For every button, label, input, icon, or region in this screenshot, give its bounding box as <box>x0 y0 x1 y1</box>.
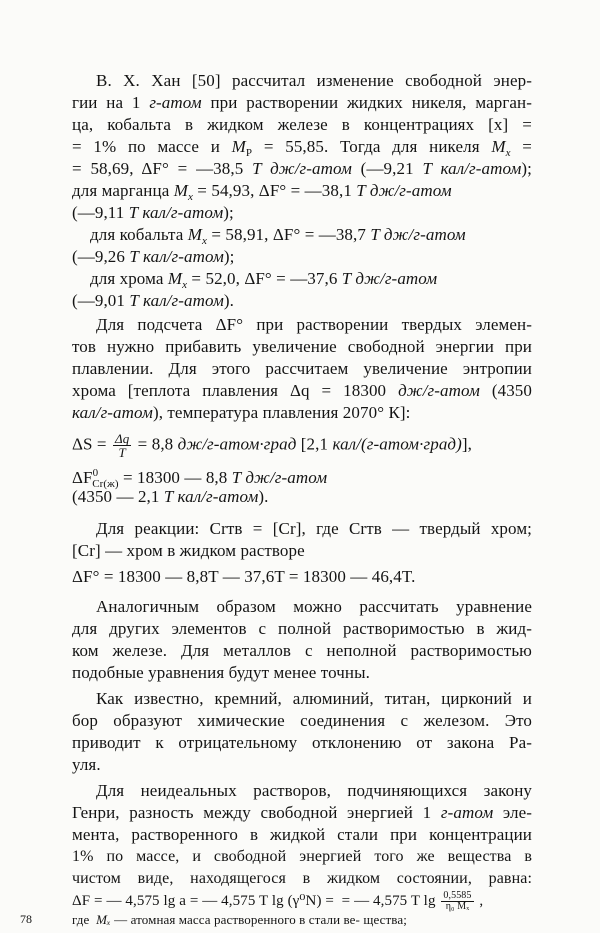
formula-reaction: ΔF° = 18300 — 8,8T — 37,6T = 18300 — 46,4T. <box>72 567 416 586</box>
text-line: тов нужно прибавить увеличение свободной энергии при <box>72 337 532 356</box>
text-line: плавлении. Для этого рассчитаем увеличение энтропии <box>72 359 532 378</box>
text-line: для хрома $M_x = 52,0$, ΔF° = —37,6 T дж/г-атом <box>90 269 438 291</box>
text-line: = 58,69, ΔF° = —38,5 T дж/г-атом (—9,21 T кал/г-атом); <box>72 159 533 178</box>
text-line: Для неидеальных растворов, подчиняющихся закону <box>96 781 532 800</box>
text-line: уля. <box>72 755 101 774</box>
text-line: кал/г-атом), температура плавления 2070° К]: <box>72 403 411 422</box>
text-line: ца, кобальта в жидком железе в концентрациях [x] = <box>72 115 532 134</box>
text-line: В. Х. Хан [50] рассчитал изменение свободной энер- <box>96 71 532 90</box>
text-line: для других элементов с полной растворимостью в жид- <box>72 619 532 638</box>
text-line: гии на 1 г-атом при растворении жидких никеля, марган- <box>72 93 532 112</box>
text-line: = 1% по массе и $M_Р = 55,85$. Тогда для никеля $M_x$ = <box>72 137 532 159</box>
text-line: Как известно, кремний, алюминий, титан, цирконий и <box>96 689 532 708</box>
fraction: $\frac{0,5585}{\text{η₀ Mₓ}}$ <box>443 890 472 912</box>
page-number: 78 <box>20 912 32 926</box>
text-line: для марганца $M_x = 54,93$, ΔF° = —38,1 T дж/г-атом <box>72 181 452 203</box>
formula-entropy: ΔS = $\frac{\Delta q}{T}$ = 8,8 дж/г-атом·град [2,1 кал/(г-атом·град)], <box>72 431 473 460</box>
text-line: (—9,01 T кал/г-атом). <box>72 291 235 310</box>
text-line: 1% по массе, и свободной энергией того же вещества в <box>72 848 532 865</box>
text-line: ком железе. Для металлов с неполной растворимостью <box>72 641 532 660</box>
text-line: (—9,11 T кал/г-атом); <box>72 203 234 222</box>
formula-henry: ΔF = — 4,575 lg a = — 4,575 T lg (γ⁰N) = = — 4,575 T lg $\frac{0,5585}{\text{η₀ Mₓ}}$ , <box>72 890 484 912</box>
text-line: (—9,26 T кал/г-атом); <box>72 247 235 266</box>
formula-free-energy-cr-cal: (4350 — 2,1 T кал/г-атом). <box>72 487 269 506</box>
text-line: Генри, разность между свободной энергией 1 г-атом эле- <box>72 803 532 822</box>
where-clause: где Mₓ — атомная масса растворенного в стали ве- щества; <box>72 912 407 927</box>
text-line: [Cr] — хром в жидком растворе <box>72 541 305 560</box>
text-line: Аналогичным образом можно рассчитать уравнение <box>96 597 532 616</box>
text-line: чистом виде, находящегося в жидком состоянии, равна: <box>72 870 532 887</box>
fraction: $\frac{\Delta q}{T}$ <box>114 431 130 460</box>
text-line: мента, растворенного в жидкой стали при концентрации <box>72 825 532 844</box>
text-line: подобные уравнения будут менее точны. <box>72 663 370 682</box>
text-line: приводит к отрицательному отклонению от закона Ра- <box>72 733 532 752</box>
text-line: бор образуют химические соединения с железом. Это <box>72 711 532 730</box>
text-line: Для реакции: Crтв = [Cr], где Crтв — твердый хром; <box>96 519 532 538</box>
text-line: для кобальта $M_x = 58,91$, ΔF° = —38,7 T дж/г-атом <box>90 225 466 247</box>
formula-free-energy-cr: $\Delta F^0_{Cr(ж)} = 18300$ — 8,8 T дж/г-атом <box>72 467 328 490</box>
text-line: Для подсчета ΔF° при растворении твердых элемен- <box>96 315 532 334</box>
text-line: хрома [теплота плавления Δq = 18300 дж/г-атом (4350 <box>72 381 532 400</box>
